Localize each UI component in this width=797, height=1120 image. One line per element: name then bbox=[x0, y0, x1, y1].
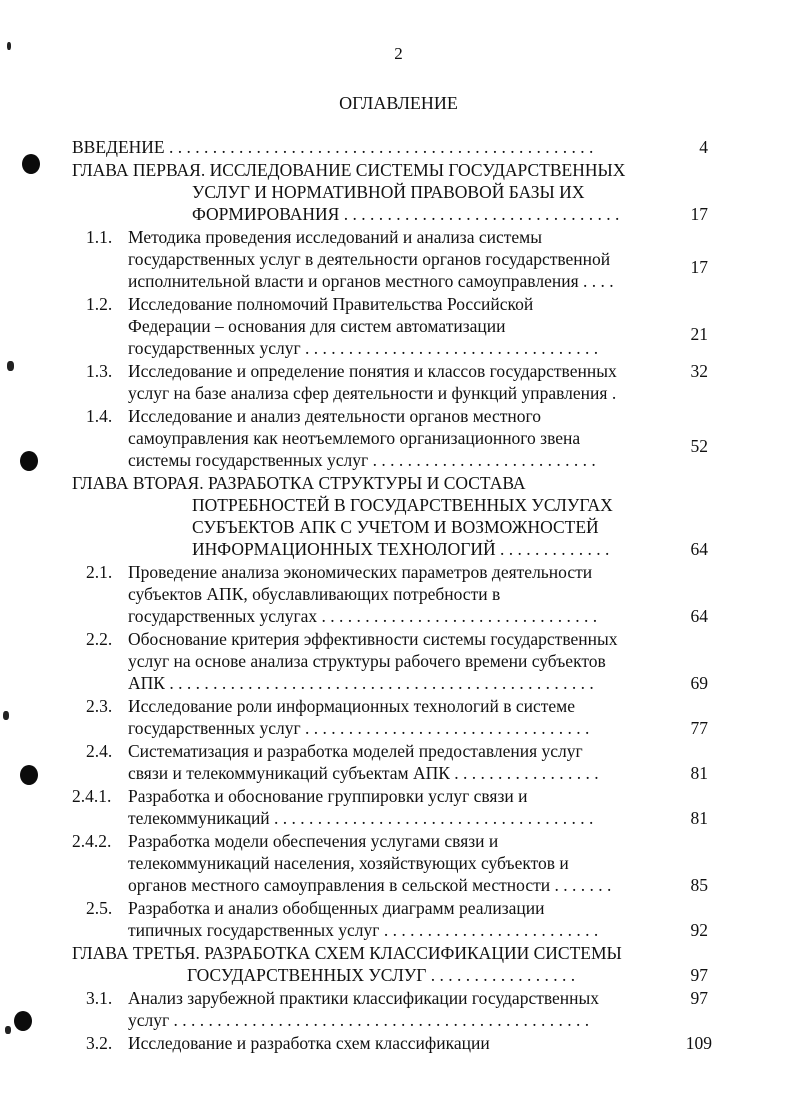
toc-section-2-4-1[interactable] bbox=[0, 785, 797, 830]
section-title-line: Исследование и анализ деятельности органов местного bbox=[128, 406, 542, 426]
section-title-line: связи и телекоммуникаций субъектам АПК . . . . . . . . . . . . . . . . . bbox=[128, 763, 599, 783]
section-title-line: государственных услуг . . . . . . . . . . . . . . . . . . . . . . . . . . . . . . . . . bbox=[128, 718, 590, 738]
section-title-line: Федерации – основания для систем автоматизации bbox=[128, 316, 506, 336]
toc-heading: ОГЛАВЛЕНИЕ bbox=[339, 93, 458, 113]
section-title-line: Исследование полномочий Правительства Российской bbox=[128, 294, 534, 314]
section-number: 2.4. bbox=[86, 741, 113, 761]
section-number: 2.4.1. bbox=[72, 786, 112, 806]
toc-section-3-1[interactable] bbox=[0, 987, 797, 1032]
toc-page-number: 17 bbox=[690, 204, 708, 224]
section-title-line: Разработка модели обеспечения услугами связи и bbox=[128, 831, 499, 851]
toc-page-number: 69 bbox=[690, 673, 708, 693]
toc-page-number: 52 bbox=[690, 436, 708, 456]
toc-entry-intro[interactable] bbox=[0, 136, 797, 159]
section-number: 2.3. bbox=[86, 696, 113, 716]
section-title-line: Разработка и обоснование группировки услуг связи и bbox=[128, 786, 528, 806]
section-number: 3.2. bbox=[86, 1033, 113, 1053]
toc-page-number: 21 bbox=[690, 324, 708, 344]
section-title-line: исполнительной власти и органов местного самоуправления . . . . bbox=[128, 271, 614, 291]
toc-section-1-3[interactable] bbox=[0, 360, 797, 405]
section-title-line: Обоснование критерия эффективности системы государственных bbox=[128, 629, 618, 649]
toc-section-2-5[interactable] bbox=[0, 897, 797, 942]
section-title-line: Разработка и анализ обобщенных диаграмм реализации bbox=[128, 898, 545, 918]
toc-chapter-1[interactable] bbox=[0, 159, 797, 226]
toc-section-2-2[interactable] bbox=[0, 628, 797, 695]
toc-page-number: 85 bbox=[690, 875, 708, 895]
chapter-title-line: ГОСУДАРСТВЕННЫХ УСЛУГ . . . . . . . . . . . . . . . . . bbox=[187, 965, 576, 985]
section-title-line: органов местного самоуправления в сельской местности . . . . . . . bbox=[128, 875, 612, 895]
toc-page-number: 64 bbox=[690, 606, 708, 626]
page-number: 2 bbox=[394, 44, 403, 63]
section-title-line: телекоммуникаций . . . . . . . . . . . . . . . . . . . . . . . . . . . . . . . . . . . . . bbox=[128, 808, 594, 828]
toc-chapter-3[interactable] bbox=[0, 942, 797, 987]
section-number: 2.2. bbox=[86, 629, 113, 649]
toc-page-number: 77 bbox=[690, 718, 708, 738]
toc-page-number: 92 bbox=[690, 920, 708, 940]
toc-section-3-2[interactable] bbox=[0, 1032, 797, 1055]
chapter-title-line: УСЛУГ И НОРМАТИВНОЙ ПРАВОВОЙ БАЗЫ ИХ bbox=[192, 182, 585, 202]
toc-section-1-4[interactable] bbox=[0, 405, 797, 472]
section-title-line: Анализ зарубежной практики классификации государственных bbox=[128, 988, 600, 1008]
section-title-line: субъектов АПК, обуславливающих потребности в bbox=[128, 584, 501, 604]
toc-page-number: 4 bbox=[699, 137, 708, 157]
toc-section-2-3[interactable] bbox=[0, 695, 797, 740]
toc-section-1-1[interactable] bbox=[0, 226, 797, 293]
chapter-title-line: ГЛАВА ПЕРВАЯ. ИССЛЕДОВАНИЕ СИСТЕМЫ ГОСУДАРСТВЕННЫХ bbox=[72, 160, 626, 180]
chapter-title-line: ФОРМИРОВАНИЯ . . . . . . . . . . . . . . . . . . . . . . . . . . . . . . . . bbox=[192, 204, 620, 224]
toc-page-number: 81 bbox=[690, 763, 708, 783]
section-title-line: типичных государственных услуг . . . . . . . . . . . . . . . . . . . . . . . . . bbox=[128, 920, 599, 940]
chapter-title-line: СУБЪЕКТОВ АПК С УЧЕТОМ И ВОЗМОЖНОСТЕЙ bbox=[192, 517, 599, 537]
section-title-line: Систематизация и разработка моделей предоставления услуг bbox=[128, 741, 583, 761]
section-title-line: системы государственных услуг . . . . . . . . . . . . . . . . . . . . . . . . . . bbox=[128, 450, 596, 470]
section-number: 2.4.2. bbox=[72, 831, 112, 851]
toc-page-number: 97 bbox=[690, 965, 708, 985]
toc-page-number: 64 bbox=[690, 539, 708, 559]
section-title-line: услуг на базе анализа сфер деятельности и функций управления . bbox=[128, 383, 617, 403]
toc-entry-title: ВВЕДЕНИЕ . . . . . . . . . . . . . . . . . . . . . . . . . . . . . . . . . . . . . . . . . . . . . . . . . bbox=[72, 137, 594, 157]
toc-chapter-2[interactable] bbox=[0, 472, 797, 561]
section-title-line: Методика проведения исследований и анализа системы bbox=[128, 227, 542, 247]
section-title-line: телекоммуникаций населения, хозяйствующих субъектов и bbox=[128, 853, 569, 873]
toc-page-number: 17 bbox=[690, 257, 708, 277]
toc-section-2-4-2[interactable] bbox=[0, 830, 797, 897]
chapter-title-line: ГЛАВА ВТОРАЯ. РАЗРАБОТКА СТРУКТУРЫ И СОСТАВА bbox=[72, 473, 526, 493]
toc-page-number: 32 bbox=[690, 361, 708, 381]
section-number: 1.3. bbox=[86, 361, 113, 381]
chapter-title-line: ПОТРЕБНОСТЕЙ В ГОСУДАРСТВЕННЫХ УСЛУГАХ bbox=[192, 495, 613, 515]
table-of-contents bbox=[0, 136, 797, 1055]
section-title-line: Исследование и разработка схем классификации bbox=[128, 1033, 490, 1053]
section-title-line: государственных услуг . . . . . . . . . . . . . . . . . . . . . . . . . . . . . . . . . . bbox=[128, 338, 599, 358]
chapter-title-line: ГЛАВА ТРЕТЬЯ. РАЗРАБОТКА СХЕМ КЛАССИФИКАЦИИ СИСТЕМЫ bbox=[72, 943, 622, 963]
section-number: 2.5. bbox=[86, 898, 113, 918]
toc-section-1-2[interactable] bbox=[0, 293, 797, 360]
section-title-line: Исследование и определение понятия и классов государственных bbox=[128, 361, 617, 381]
toc-page-number: 109 bbox=[685, 1033, 712, 1053]
section-number: 2.1. bbox=[86, 562, 113, 582]
toc-page-number: 81 bbox=[690, 808, 708, 828]
section-number: 1.4. bbox=[86, 406, 113, 426]
section-title-line: самоуправления как неотъемлемого организационного звена bbox=[128, 428, 581, 448]
toc-section-2-4[interactable] bbox=[0, 740, 797, 785]
section-title-line: государственных услугах . . . . . . . . . . . . . . . . . . . . . . . . . . . . . . . . bbox=[128, 606, 598, 626]
section-title-line: услуг . . . . . . . . . . . . . . . . . . . . . . . . . . . . . . . . . . . . . . . . . . . . . . . . bbox=[128, 1010, 590, 1030]
section-title-line: Проведение анализа экономических параметров деятельности bbox=[128, 562, 593, 582]
section-title-line: Исследование роли информационных технологий в системе bbox=[128, 696, 576, 716]
toc-page-number: 97 bbox=[690, 988, 708, 1008]
toc-section-2-1[interactable] bbox=[0, 561, 797, 628]
chapter-title-line: ИНФОРМАЦИОННЫХ ТЕХНОЛОГИЙ . . . . . . . . . . . . . bbox=[192, 539, 610, 559]
section-title-line: АПК . . . . . . . . . . . . . . . . . . . . . . . . . . . . . . . . . . . . . . . . . . . . . . . . . bbox=[128, 673, 594, 693]
section-title-line: услуг на основе анализа структуры рабочего времени субъектов bbox=[128, 651, 606, 671]
section-number: 1.1. bbox=[86, 227, 113, 247]
section-number: 3.1. bbox=[86, 988, 113, 1008]
section-title-line: государственных услуг в деятельности органов государственной bbox=[128, 249, 611, 269]
section-number: 1.2. bbox=[86, 294, 113, 314]
